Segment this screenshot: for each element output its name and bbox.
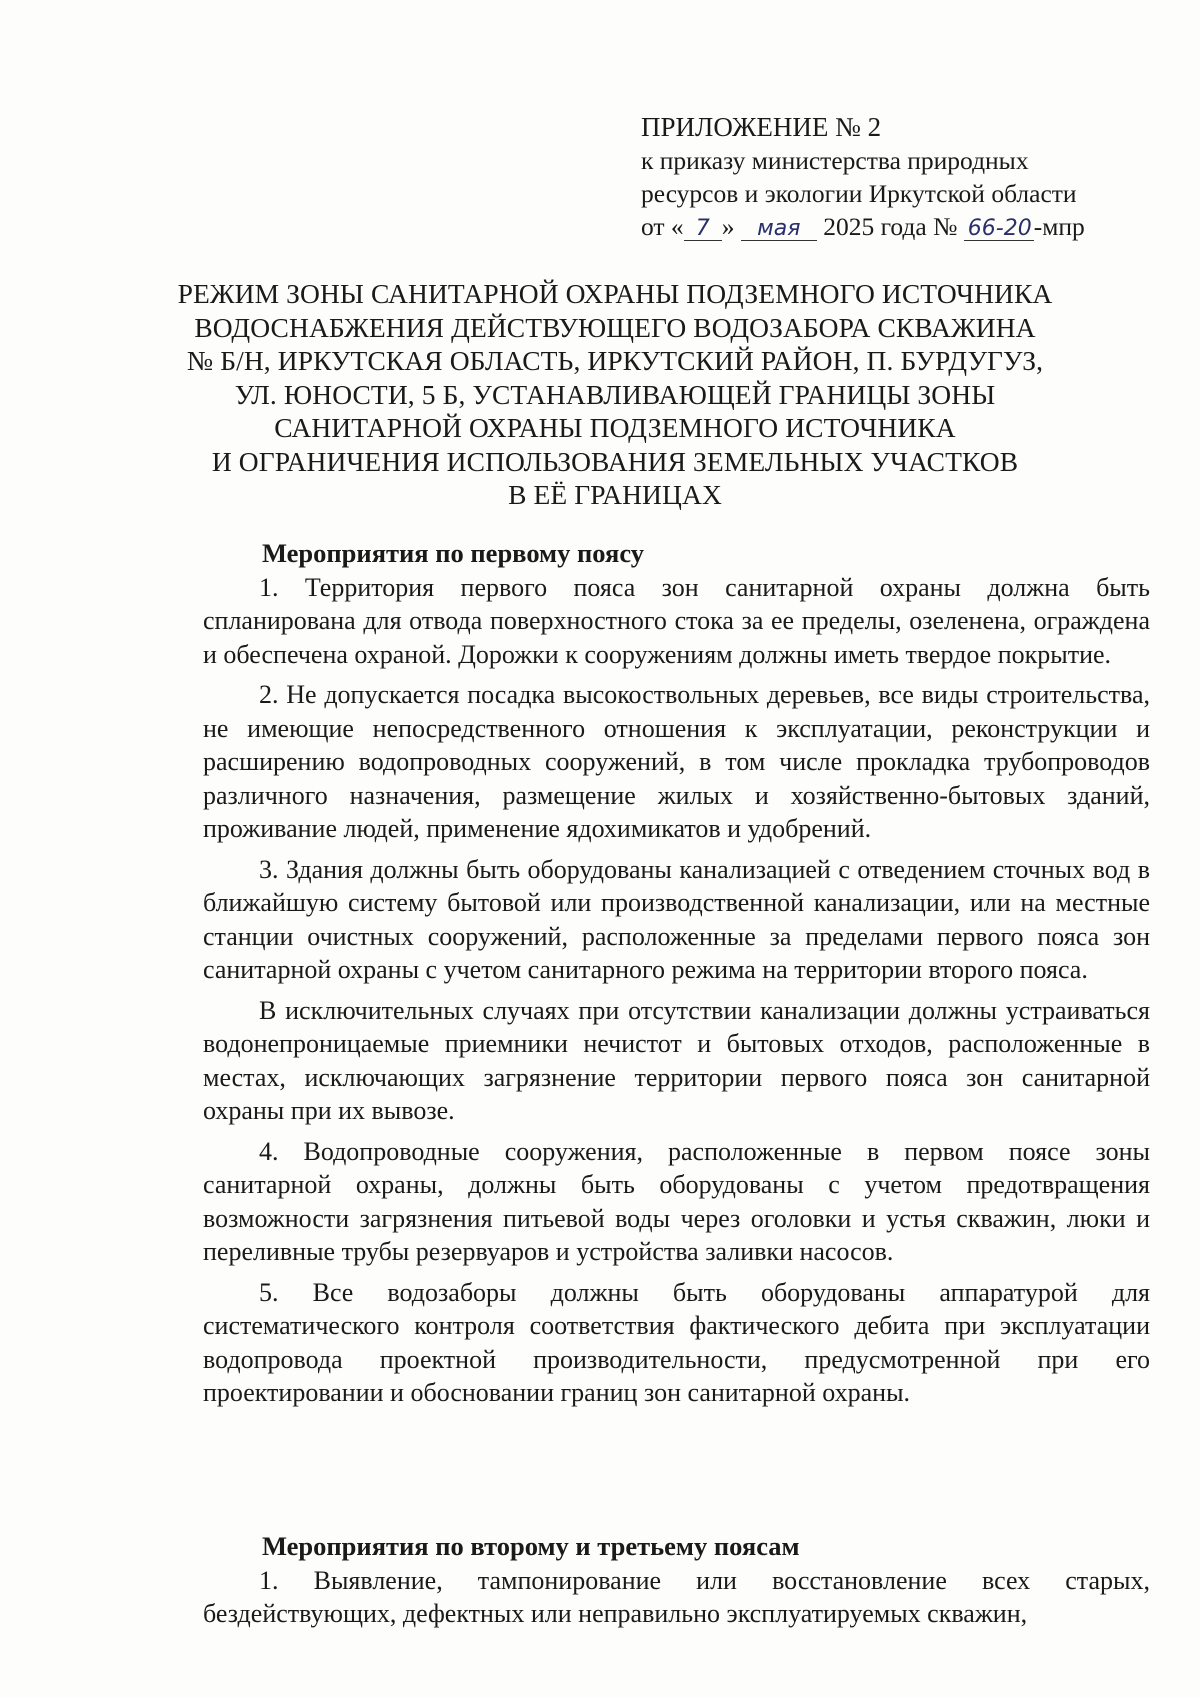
date-year: 2025 года № [823, 212, 958, 241]
date-mid: » [721, 212, 735, 241]
section-heading: Мероприятия по первому поясу [262, 538, 644, 568]
title-line: В ЕЁ ГРАНИЦАХ [508, 479, 722, 510]
paragraph: 2. Не допускается посадка высокоствольных деревьев, все виды строительства, не имеющие непосредственного отношения к эксплуатации, реконструкции и расширению водопроводных сооружений, в том числе прокладка трубопроводов различного назначения, размещение жилых и хозяйственно-бытовых зданий, проживание людей, применение ядохимикатов и удобрений. [203, 680, 1150, 843]
paragraph: В исключительных случаях при отсутствии канализации должны устраиваться водонепроницаемые приемники нечистот и бытовых отходов, расположенные в местах, исключающих загрязнение территории первого пояса зон санитарной охраны при их вывозе. [203, 995, 1150, 1125]
title-line: И ОГРАНИЧЕНИЯ ИСПОЛЬЗОВАНИЯ ЗЕМЕЛЬНЫХ УЧАСТКОВ [211, 445, 1019, 477]
title-line: № Б/Н, ИРКУТСКАЯ ОБЛАСТЬ, ИРКУТСКИЙ РАЙОН, П. БУРДУГУЗ, [186, 345, 1044, 376]
title-line: ВОДОСНАБЖЕНИЯ ДЕЙСТВУЮЩЕГО ВОДОЗАБОРА СКВАЖИНА [194, 311, 1036, 343]
date-prefix: от « [641, 212, 684, 241]
appendix-line-1: к приказу министерства природных [641, 146, 1029, 175]
handwritten-month: мая [741, 218, 817, 241]
section-first-belt [203, 537, 1150, 1417]
paragraph: 3. Здания должны быть оборудованы канализацией с отведением сточных вод в ближайшую систему бытовой или производственной канализации, или на местные станции очистных сооружений, расположенные за пределами первого пояса зон санитарной охраны с учетом санитарного режима на территории второго пояса. [203, 854, 1150, 984]
handwritten-day: 7 [684, 218, 722, 241]
order-suffix: -мпр [1033, 212, 1085, 241]
title-line: УЛ. ЮНОСТИ, 5 Б, УСТАНАВЛИВАЮЩЕЙ ГРАНИЦЫ ЗОНЫ [234, 378, 996, 410]
title-line: САНИТАРНОЙ ОХРАНЫ ПОДЗЕМНОГО ИСТОЧНИКА [274, 412, 956, 443]
appendix-line-2: ресурсов и экологии Иркутской области [641, 179, 1077, 208]
document-title [170, 277, 1060, 512]
title-line: РЕЖИМ ЗОНЫ САНИТАРНОЙ ОХРАНЫ ПОДЗЕМНОГО ИСТОЧНИКА [177, 278, 1053, 309]
section-second-third-belts [203, 1530, 1150, 1638]
paragraph: 4. Водопроводные сооружения, расположенные в первом поясе зоны санитарной охраны, должны быть оборудованы с учетом предотвращения возможности загрязнения питьевой воды через оголовки и устья скважин, люки и переливные трубы резервуаров и устройства заливки насосов. [203, 1136, 1150, 1266]
order-date-line [641, 210, 1181, 243]
paragraph: 1. Выявление, тампонирование или восстановление всех старых, бездействующих, дефектных или неправильно эксплуатируемых скважин, [203, 1565, 1150, 1628]
appendix-title: ПРИЛОЖЕНИЕ № 2 [641, 112, 882, 142]
appendix-header [641, 111, 1181, 243]
handwritten-order-number: 66-20 [964, 218, 1034, 241]
paragraph: 5. Все водозаборы должны быть оборудованы аппаратурой для систематического контроля соответствия фактического дебита при эксплуатации водопровода проектной производительности, предусмотренной при его проектировании и обосновании границ зон санитарной охраны. [203, 1277, 1150, 1407]
paragraph: 1. Территория первого пояса зон санитарной охраны должна быть спланирована для отвода поверхностного стока за ее пределы, озеленена, ограждена и обеспечена охраной. Дорожки к сооружениям должны иметь твердое покрытие. [203, 572, 1150, 669]
section-heading: Мероприятия по второму и третьему поясам [262, 1531, 800, 1561]
